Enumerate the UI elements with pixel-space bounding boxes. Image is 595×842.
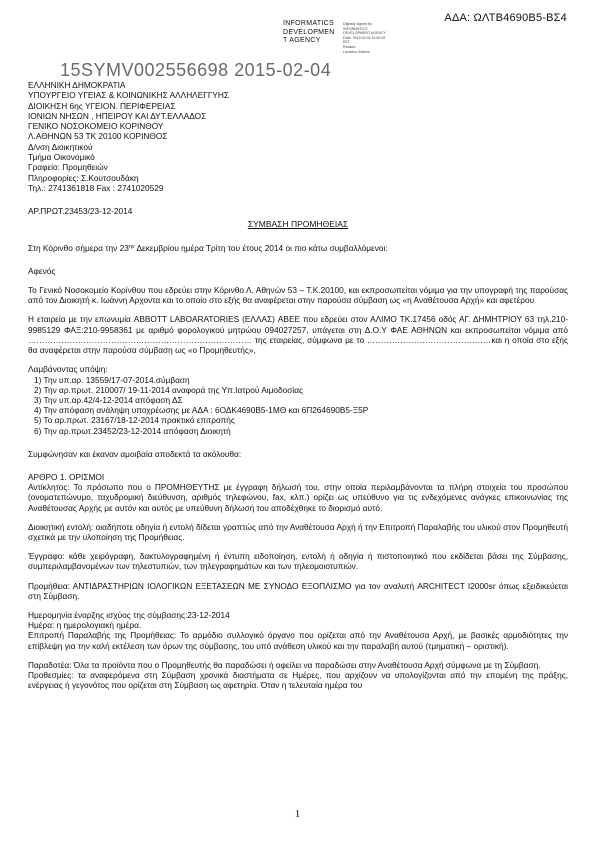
document-body [28, 80, 568, 690]
letterhead-line: ΓΕΝΙΚΟ ΝΟΣΟΚΟΜΕΙΟ ΚΟΡΙΝΘΟΥ [28, 121, 164, 132]
party-hospital: Το Γενικό Νοσοκομείο Κορίνθου που εδρεύει στην Κόρινθο Λ. Αθηνών 53 – Τ.Κ.20100, και εκπροσωπείται νόμιμα για την υπογραφή της παρούσας από τον Διοικητή κ. Ιωάννη Αρχοντα και το οποίο στο εξής θα αναφέρεται στην παρούσα σύμβαση ως «η Αναθέτουσα Αρχή» και αφετέρου [28, 285, 568, 306]
considering-label: Λαμβάνοντας υπόψη: [28, 364, 108, 375]
definition-supply: Προμήθεια: ΑΝΤΙΔΡΑΣΤΗΡΙΩΝ ΙΟΛΟΓΙΚΩΝ ΕΞΕΤΑΣΕΩΝ ΜΕ ΣΥΝΟΔΟ ΕΞΟΠΛΙΣΜΟ για τον αναλυτή ARCHITECT I2000sr όπως εξειδικεύεται στη Σύμβαση. [28, 580, 568, 601]
list-item: 6) Την αρ.πρωτ.23452/23-12-2014 απόφαση Διοικητή [34, 425, 231, 436]
letterhead-line: Πληροφορίες: Σ.Κουτσουδάκη [28, 172, 139, 183]
letterhead-line: ΙΟΝΙΩΝ ΝΗΣΩΝ , ΗΠΕΙΡΟΥ ΚΑΙ ΔΥΤ.ΕΛΛΑΔΟΣ [28, 110, 207, 121]
digital-signature-block [283, 20, 438, 60]
definition-start-date: Ημερομηνία έναρξης ισχύος της σύμβασης:23-12-2014 [28, 609, 230, 620]
letterhead-line: Τμήμα Οικονομικό [28, 152, 95, 163]
list-item: 1) Την υπ.αρ. 13559/17-07-2014.σύμβαση [34, 374, 190, 385]
intro-post: Δεκεμβρίου ημέρα Τρίτη του έτους 2014 οι πιο κάτω συμβαλλόμενοι: [134, 242, 388, 253]
ada-code: ΑΔΑ: ΩΛΤΒ4690Β5-ΒΣ4 [444, 12, 567, 24]
signature-org-line: INFORMATICS [283, 20, 335, 27]
definition-document: Έγγραφο: κάθε χειρόγραφη, δακτυλογραφημένη ή έντυπη ειδοποίηση, εντολή ή οδηγία ή πιστοποιητικό που εκδίδεται βάσει της Σύμβασης, συμπεριλαμβανομένων των τηλεστυπιών, των τηλεγραφημάτων και των τηλεομοιοτυπιών. [28, 551, 568, 572]
definition-deliverables: Παραδοτέα: Όλα τα προϊόντα που ο Προμηθευτής θα παραδώσει ή οφείλει να παραδώσει στην Αναθέτουσα Αρχή σύμφωνα με τη Σύμβαση. [28, 659, 541, 670]
article-heading: ΑΡΘΡΟ 1. ΟΡΙΣΜΟΙ [28, 471, 105, 482]
letterhead-line: Δ/νση Διοικητικού [28, 141, 93, 152]
signature-org-line: T AGENCY [283, 37, 321, 44]
intro-line [28, 243, 568, 253]
definition-counterparty: Αντίκλητος: Το πρόσωπο που ο ΠΡΟΜΗΘΕΥΤΗΣ με έγγραφη δήλωσή του, στην οποία περιλαμβάνονται τα πλήρη στοιχεία του προσώπου (ονοματεπώνυμο, ταχυδρομική διεύθυνση, αριθμός τηλεφώνου, fax, κλπ.) ορίζει ως υπεύθυνο για τις ενδεχόμενες ανάγκες επικοινωνίας της Αναθέτουσας Αρχής με αυτόν και αυτός με υπεύθυνη δήλωσή του αποδέχθηκε το διορισμό αυτό. [28, 482, 568, 513]
agreed-line: Συμφώνησαν και έκαναν αμοιβαία αποδεκτά τα ακόλουθα: [28, 448, 242, 459]
definition-deadlines: Προθεσμίες: τα αναφερόμενα στη Σύμβαση χρονικά διαστήματα σε Ημέρες, που αρχίζουν να υπολογίζονται από την επομένη της πράξης, ενέργειας ή γεγονότος που ορίζεται στη Σύμβαση ως αφετηρία. Όταν η τελευταία ημέρα του [28, 669, 568, 691]
afenos-label: Αφενός [28, 265, 56, 276]
letterhead-line: ΕΛΛΗΝΙΚΗ ΔΗΜΟΚΡΑΤΙΑ [28, 80, 126, 90]
letterhead-line: ΥΠΟΥΡΓΕΙΟ ΥΓΕΙΑΣ & ΚΟΙΝΩΝΙΚΗΣ ΑΛΛΗΛΕΓΓΥΗΣ [28, 90, 230, 101]
intro-sup: ην [128, 243, 135, 250]
definition-day: Ημέρα: η ημερολογιακή ημέρα. [28, 620, 142, 631]
definition-committee: Επιτροπή Παραλαβής της Προμήθειας: Το αρμόδιο συλλογικό όργανο που ορίζεται από την Αναθέτουσα Αρχή, με βασικές αρμοδιότητες την επίβλεψη για την καλή εκτέλεση των όρων της σύμβασης, του υπό ανάθεση υλικού και την παραλαβή αυτού (τμηματική – οριστική). [28, 630, 568, 651]
letterhead [28, 80, 568, 193]
letterhead-line: Γραφείο: Προμηθειών [28, 162, 108, 173]
definition-admin-order: Διοικητική εντολή: οιαδήποτε οδηγία ή εντολή δίδεται γραπτώς από την Αναθέτουσα Αρχή ή την Επιτροπή Παραλαβής του υλικού στον Προμηθευτή σχετικά με την υλοποίηση της Προμήθειας. [28, 521, 568, 542]
letterhead-line: ΔΙΟΙΚΗΣΗ 6ης ΥΓΕΙΟΝ. ΠΕΡΙΦΕΡΕΙΑΣ [28, 100, 176, 111]
list-item: 4) Την απόφαση ανάληψη υποχρέωσης με ΑΔΑ : 6ΟΔΚ4690Β5-1ΜΘ και 6Π264690Β5-Ξ5Ρ [34, 405, 369, 416]
signature-org [283, 20, 335, 46]
considerations-list [28, 375, 568, 436]
registry-stamp: 15SYMV002556698 2015-02-04 [60, 60, 332, 80]
document-title: ΣΥΜΒΑΣΗ ΠΡΟΜΗΘΕΙΑΣ [247, 219, 349, 230]
intro-pre: Στη Κόρινθο σήμερα την 23 [28, 242, 129, 253]
party-supplier: Η εταιρεία με την επωνυμία ABBOTT LABOARATORIES (ΕΛΛΑΣ) ΑΒΕΕ που εδρεύει στον ΑΛΙΜΟ ΤΚ.17456 οδός ΑΓ. ΔΗΜΗΤΡΙΟΥ 63 τηλ.210-9985129 ΦΑΞ:210-9958361 με αριθμό φορολογικού μητρώου 094027257, υπάγεται στη Δ.Ο.Υ ΦΑΕ ΑΘΗΝΩΝ και εκπροσωπείται νόμιμα από ……………………………………………………………………… της εταιρείας, σύμφωνα με το ………………………………………και η οποία στο εξής θα αναφέρεται στην παρούσα σύμβαση ως «ο Προμηθευτής», [28, 314, 568, 356]
list-item: 5) Το αρ.πρωτ. 23167/18-12-2014 πρακτικό επιτροπής [34, 415, 235, 426]
signature-details: Digitally signed by INFORMATICS DEVELOPMENT AGENCY Date: 2015.02.04 11:00:39 EET Reason: Location: Athens [343, 22, 387, 54]
signature-org-line: DEVELOPMEN [283, 28, 335, 36]
protocol-number: ΑΡ.ΠΡΩΤ.23453/23-12-2014 [28, 206, 133, 217]
letterhead-line: Λ.ΑΘΗΝΩΝ 53 ΤΚ 20100 ΚΟΡΙΝΘΟΣ [28, 131, 168, 142]
list-item: 2) Την αρ.πρωτ. 210007/ 19-11-2014 αναφορά της Υπ.Ιατρού Αιμοδοσίας [34, 384, 304, 395]
page-number: 1 [294, 808, 301, 820]
list-item: 3) Την υπ.αρ.42/4-12-2014 απόφαση ΔΣ [34, 394, 183, 405]
letterhead-line: Τηλ.: 2741361818 Fax : 2741020529 [28, 182, 164, 193]
